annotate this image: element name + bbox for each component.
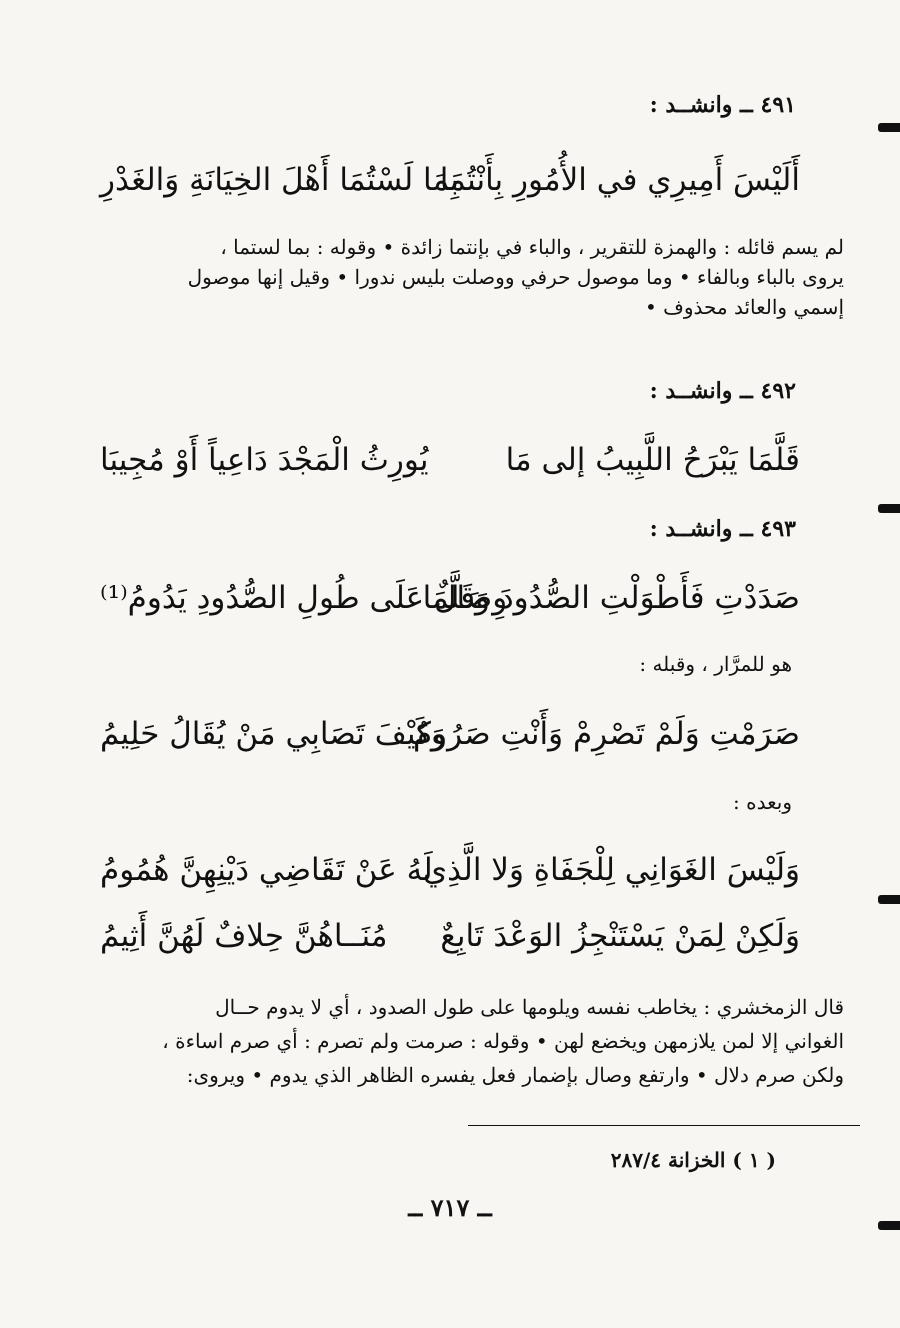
margin-mark xyxy=(878,1221,900,1230)
following-verse-1 xyxy=(100,842,800,898)
hemistich-first: صَدَدْتِ فَأَطْوَلْتِ الصُّدُودَ وَقَلَّمَا xyxy=(422,580,800,616)
hemistich-second: يُورِثُ الْمَجْدَ دَاعِياً أَوْ مُجِيبَا xyxy=(100,442,429,478)
entry-heading-491: ٤٩١ ــ وانشــد : xyxy=(649,92,796,118)
commentary-line: إسمي والعائد محذوف • xyxy=(644,295,844,319)
footnote-separator xyxy=(468,1125,860,1126)
commentary-line: لم يسم قائله : والهمزة للتقرير ، والباء في بإنتما زائدة • وقوله : بما لستما ، xyxy=(220,235,844,259)
commentary-line: يروى بالباء وبالفاء • وما موصول حرفي ووصلت بليس ندورا • وقيل إنها موصول xyxy=(187,265,844,289)
verse-493 xyxy=(100,570,800,626)
commentary-493 xyxy=(98,990,844,1092)
commentary-line: الغواني إلا لمن يلازمهن ويخضع لهن • وقوله : صرمت ولم تصرم : أي صرم اساءة ، xyxy=(162,1029,844,1053)
verse-491 xyxy=(100,152,800,208)
commentary-491 xyxy=(98,232,844,322)
margin-mark xyxy=(878,123,900,132)
margin-mark xyxy=(878,504,900,513)
verse-492 xyxy=(100,432,800,488)
entry-heading-493: ٤٩٣ ــ وانشــد : xyxy=(649,516,796,542)
hemistich-second: وَكَيْفَ تَصَابِي مَنْ يُقَالُ حَلِيمُ xyxy=(100,716,446,752)
hemistich-second: لَهُ عَنْ تَقَاضِي دَيْنِهِنَّ هُمُومُ xyxy=(100,852,433,888)
hemistich-first: أَلَيْسَ أَمِيرِي في الأُمُورِ بِأَنْتُمَا xyxy=(439,162,800,198)
following-verse-2 xyxy=(100,908,800,964)
preceding-verse xyxy=(100,706,800,762)
hemistich-second: مُنَــاهُنَّ حِلافٌ لَهُنَّ أَثِيمُ xyxy=(100,918,388,954)
footnote: ( ١ ) الخزانة ٢٨٧/٤ xyxy=(610,1148,776,1172)
hemistich-first: وَلَيْسَ الغَوَانِي لِلْجَفَاةِ وَلا الَّذِي xyxy=(422,852,800,888)
commentary-line: ولكن صرم دلال • وارتفع وصال بإضمار فعل يفسره الظاهر الذي يدوم • ويروى: xyxy=(186,1063,844,1087)
following-note: وبعده : xyxy=(733,790,792,814)
hemistich-first: قَلَّمَا يَبْرَحُ اللَّبِيبُ إلى مَا xyxy=(505,442,800,478)
margin-mark xyxy=(878,895,900,904)
commentary-line: قال الزمخشري : يخاطب نفسه ويلومها على طول الصدود ، أي لا يدوم حــال xyxy=(215,995,844,1019)
attribution-note: هو للمرَّار ، وقبله : xyxy=(639,652,792,676)
page-number: ــ ٧١٧ ــ xyxy=(408,1193,492,1222)
hemistich-second: وِصَالٌ عَلَى طُولِ الصُّدُودِ يَدُومُ⁽¹⁾ xyxy=(100,580,508,616)
hemistich-first: صَرَمْتِ وَلَمْ تَصْرِمْ وَأَنْتِ صَرُومُ xyxy=(413,716,800,752)
hemistich-second: بِمَا لَسْتُمَا أَهْلَ الخِيَانَةِ وَالغَدْرِ xyxy=(100,162,460,198)
hemistich-first: وَلَكِنْ لِمَنْ يَسْتَنْجِزُ الوَعْدَ تَابِعٌ xyxy=(440,918,800,954)
entry-heading-492: ٤٩٢ ــ وانشــد : xyxy=(649,378,796,404)
